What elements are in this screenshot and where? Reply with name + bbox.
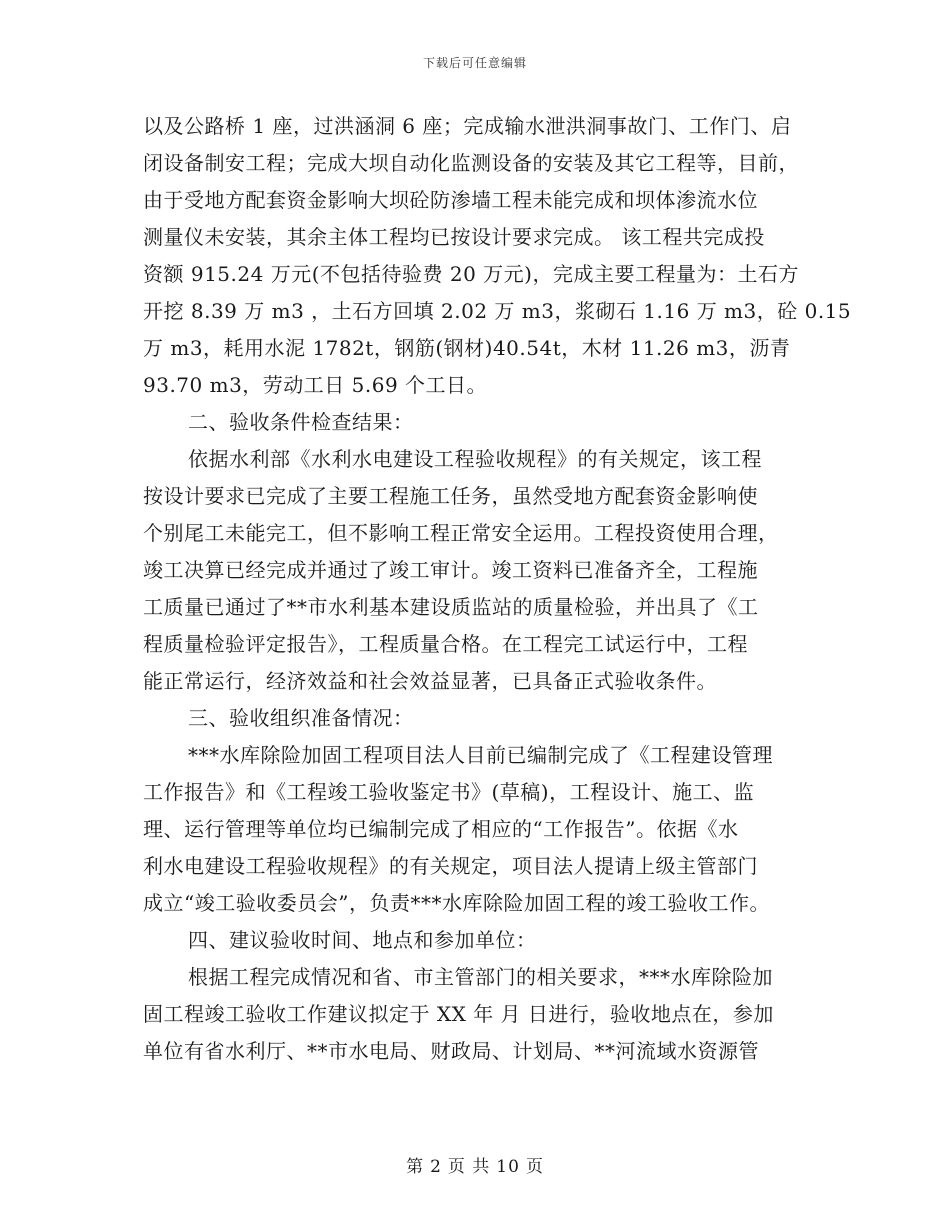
section-heading: 四、建议验收时间、地点和参加单位： [188, 928, 537, 952]
body-line: 固工程竣工验收工作建议拟定于 XX 年 月 日进行，验收地点在，参加 [143, 1002, 774, 1026]
footer-middle: 页 共 [447, 1157, 491, 1177]
body-line: 测量仪未安装，其余主体工程均已按设计要求完成。 该工程共完成投 [143, 225, 765, 249]
footer-prefix: 第 [406, 1157, 425, 1177]
body-line: 单位有省水利厅、**市水电局、财政局、计划局、**河流域水资源管 [143, 1039, 759, 1063]
body-line: 工作报告》和《工程竣工验收鉴定书》(草稿)，工程设计、施工、监 [143, 780, 755, 804]
body-line: 万 m3，耗用水泥 1782t，钢筋(钢材)40.54t，木材 11.26 m3，沥青 [143, 336, 791, 360]
page-footer [0, 1152, 950, 1177]
body-line: 开挖 8.39 万 m3 ，土石方回填 2.02 万 m3，浆砌石 1.16 万 m3，砼 0.15 [143, 299, 852, 323]
body-line: 利水电建设工程验收规程》的有关规定，项目法人提请上级主管部门 [143, 854, 758, 878]
page-header: 下载后可任意编辑 [422, 56, 527, 70]
body-line: 由于受地方配套资金影响大坝砼防渗墙工程未能完成和坝体渗流水位 [143, 188, 758, 212]
body-line: ***水库除险加固工程项目法人目前已编制完成了《工程建设管理 [188, 743, 773, 767]
body-line: 个别尾工未能完工，但不影响工程正常安全运用。工程投资使用合理， [143, 521, 779, 545]
document-body [143, 108, 852, 1070]
body-line: 成立“竣工验收委员会”，负责***水库除险加固工程的竣工验收工作。 [143, 891, 770, 915]
body-line: 按设计要求已完成了主要工程施工任务，虽然受地方配套资金影响使 [143, 484, 758, 508]
total-pages: 10 [496, 1157, 520, 1177]
body-line: 理、运行管理等单位均已编制完成了相应的“工作报告”。依据《水 [143, 817, 739, 841]
body-line: 以及公路桥 1 座，过洪涵洞 6 座；完成输水泄洪洞事故门、工作门、启 [143, 114, 792, 138]
body-line: 工质量已通过了**市水利基本建设质监站的质量检验，并出具了《工 [143, 595, 759, 619]
body-line: 依据水利部《水利水电建设工程验收规程》的有关规定，该工程 [188, 447, 762, 471]
body-line: 闭设备制安工程；完成大坝自动化监测设备的安装及其它工程等，目前， [143, 151, 799, 175]
body-line: 资额 915.24 万元(不包括待验费 20 万元)，完成主要工程量为：土石方 [143, 262, 799, 286]
body-line: 程质量检验评定报告》，工程质量合格。在工程完工试运行中，工程 [143, 632, 748, 656]
section-heading: 二、验收条件检查结果： [188, 410, 414, 434]
body-line: 根据工程完成情况和省、市主管部门的相关要求，***水库除险加 [188, 965, 773, 989]
body-line: 能正常运行，经济效益和社会效益显著，已具备正式验收条件。 [143, 669, 717, 693]
page-number: 2 [430, 1157, 442, 1177]
body-line: 竣工决算已经完成并通过了竣工审计。竣工资料已准备齐全，工程施 [143, 558, 758, 582]
footer-suffix: 页 [525, 1157, 544, 1177]
section-heading: 三、验收组织准备情况： [188, 706, 414, 730]
body-line: 93.70 m3，劳动工日 5.69 个工日。 [143, 373, 488, 397]
